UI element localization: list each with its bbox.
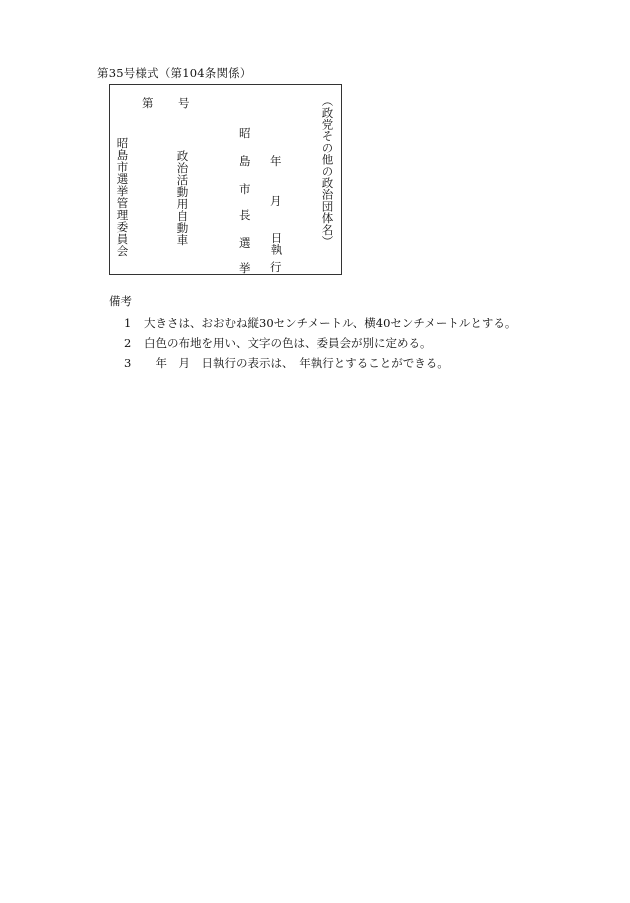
notes-heading: 備考 (109, 294, 132, 308)
note-number: 2 (124, 336, 132, 350)
note-item (124, 335, 432, 351)
election-char: 市 (239, 182, 251, 196)
date-year: 年 (270, 154, 282, 168)
committee-name: 昭島市選挙管理委員会 (115, 137, 130, 257)
note-item (124, 355, 449, 371)
note-text: 白色の布地を用い、文字の色は、委員会が別に定める。 (144, 336, 432, 350)
date-month: 月 (270, 194, 282, 208)
number-label: 第 (142, 96, 154, 110)
form-title: 第35号様式（第104条関係） (97, 66, 252, 80)
number-suffix: 号 (178, 96, 190, 110)
note-text: 年 月 日執行の表示は、 年執行とすることができる。 (144, 356, 449, 370)
date-day: 日執 (269, 232, 284, 255)
placard-frame (109, 84, 342, 275)
election-char: 昭 (239, 126, 251, 140)
election-char: 島 (239, 154, 251, 168)
note-text: 大きさは、おおむね縦30センチメートル、横40センチメートルとする。 (144, 316, 517, 330)
election-char: 挙 (239, 261, 251, 275)
note-item (124, 315, 516, 331)
date-execution: 行 (270, 260, 282, 274)
party-name: （政党その他の政治団体名） (320, 95, 335, 248)
election-char: 長 (239, 208, 251, 222)
note-number: 3 (124, 356, 132, 370)
election-char: 選 (239, 236, 251, 250)
note-number: 1 (124, 316, 132, 330)
vehicle-label: 政治活動用自動車 (175, 150, 190, 246)
